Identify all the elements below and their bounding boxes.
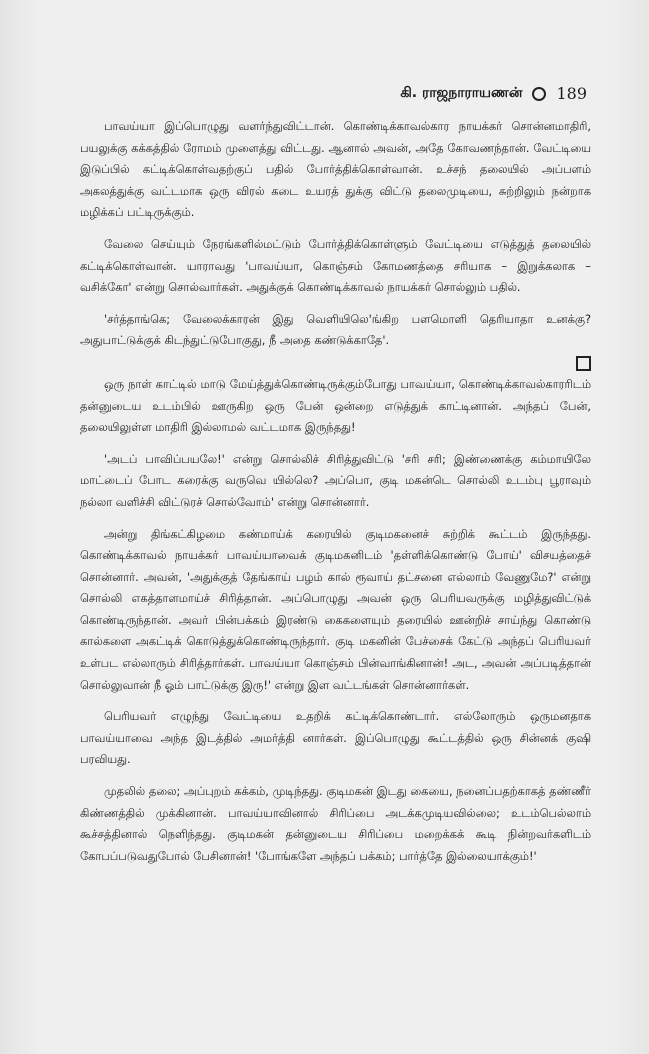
paragraph: வேலை செய்யும் நேரங்களில்மட்டும் போர்த்திக்கொள்ளும் வேட்டியை எடுத்துத் தலையில் கட்டிக்கொள்வான். யாராவது 'பாவய்யா, கொஞ்சம் கோமணத்தை சரியாக – இறுக்கலாக – வசிக்கோ' என்று சொல்வார்கள். அதுக்குக் கொண்டிக்காவல் நாயக்கர் சொல்லும் பதில். [80,236,591,295]
paragraph: 'அடப் பாவிப்பயலே!' என்று சொல்லிச் சிரித்துவிட்டு 'சரி சரி; இண்ணைக்கு கம்மாயிலே மாட்டைப் போட கரைக்கு வருவெ யில்லெ? அப்பொ, குடி மகன்டெ சொல்லி உடம்பு பூராவும் நல்லா வளிச்சி விட்டுரச் சொல்வோம்' என்று சொன்னார். [80,451,591,509]
paragraph: பெரியவர் எழுந்து வேட்டியை உதறிக் கட்டிக்கொண்டார். எல்லோரும் ஒருமனதாக பாவய்யாவை அந்த இடத்தில் அமர்த்தி னார்கள். இப்பொழுது கூட்டத்தில் ஒரு சின்னக் குஷி பரவியது. [80,709,591,767]
running-header [80,84,587,103]
paragraph: அன்று திங்கட்கிழமை கண்மாய்க் கரையில் குடிமகனைச் சுற்றிக் கூட்டம் இருந்தது. கொண்டிக்காவல் நாயக்கர் பாவய்யாவைக் குடிமகனிடம் 'தள்ளிக்கொண்டு போய்' விசயத்தைச் சொன்னார். அவன், 'அதுக்குத் தேங்காய் பழம் கால் ரூவாய் தட்சனை எல்லாம் வேணுமே?' என்று சொல்லி எகத்தாளமாய்ச் சிரித்தான். அப்பொழுது அவன் ஒரு பெரியவருக்கு மழித்துவிட்டுக் கொண்டிருந்தான். அவர் பின்பக்கம் இரண்டு கைகளையும் தரையில் ஊன்றிச் சாய்ந்து கொண்டு கால்களை அகட்டிக் கொடுத்துக்கொண்டிருந்தார். குடி மகனின் பேச்சைக் கேட்டு அந்தப் பெரியவர் உள்பட எல்லாரும் சிரித்தார்கள். பாவய்யா கொஞ்சம் பின்வாங்கினான்! அட, அவன் அப்படித்தான் சொல்லுவான் நீ ஓம் பாட்டுக்கு இரு!' என்று இள வட்டங்கள் சொன்னார்கள். [80,526,591,692]
paragraph: பாவய்யா இப்பொழுது வளர்ந்துவிட்டான். கொண்டிக்காவல்கார நாயக்கர் சொன்னமாதிரி, பயலுக்கு கக்கத்தில் ரோமம் முளைத்து விட்டது. ஆனால் அவன், அதே கோவணந்தான். வேட்டியை இடுப்பில் கட்டிக்கொள்வதற்குப் பதில் போர்த்திக்கொள்வான். உச்சந் தலையில் அப்பளம் அகலத்துக்கு வட்டமாக ஒரு விரல் கடை உயரத் துக்கு விட்டு தலைமுடியை, சுற்றிலும் நன்றாக மழிக்கப் பட்டிருக்கும். [80,119,591,220]
page-body [80,116,591,877]
paragraph: முதலில் தலை; அப்புறம் கக்கம், முடிந்தது. குடிமகன் இடது கையை, நனைப்பதற்காகத் தண்ணீர் கிண்ணத்தில் முக்கினான். பாவய்யாவினால் சிரிப்பை அடக்கமுடியவில்லை; உடம்பெல்லாம் கூச்சத்தினால் நெளிந்தது. குடிமகன் தன்னுடைய சிரிப்பை மறைக்கக் கூடி நின்றவர்களிடம் கோபப்படுவதுபோல் பேசினான்! 'போங்களே அந்தப் பக்கம்; பார்த்தே இல்லையாக்கும்!' [80,784,591,863]
page-number: 189 [556,84,587,103]
square-icon [576,356,591,371]
author-name: கி. ராஜநாராயணன் [400,84,523,101]
paragraph: 'சர்த்தாங்கெ; வேலைக்காரன் இது வெளியிலெ'ங்கிற பளமொளி தெரியாதா உனக்கு? அதுபாட்டுக்குக் கிடந்துட்டுபோகுது, நீ அதை கண்டுக்காதே'. [80,311,591,348]
paragraph: ஒரு நாள் காட்டில் மாடு மேய்த்துக்கொண்டிருக்கும்போது பாவய்யா, கொண்டிக்காவல்காரரிடம் தன்னுடைய உடம்பில் ஊருகிற ஒரு பேன் ஒன்றை எடுத்துக் காட்டினான். அந்தப் பேன், தலையிலுள்ள மாதிரி இல்லாமல் வட்டமாக இருந்தது! [80,376,591,435]
circle-icon [532,87,546,101]
section-break [80,356,591,370]
